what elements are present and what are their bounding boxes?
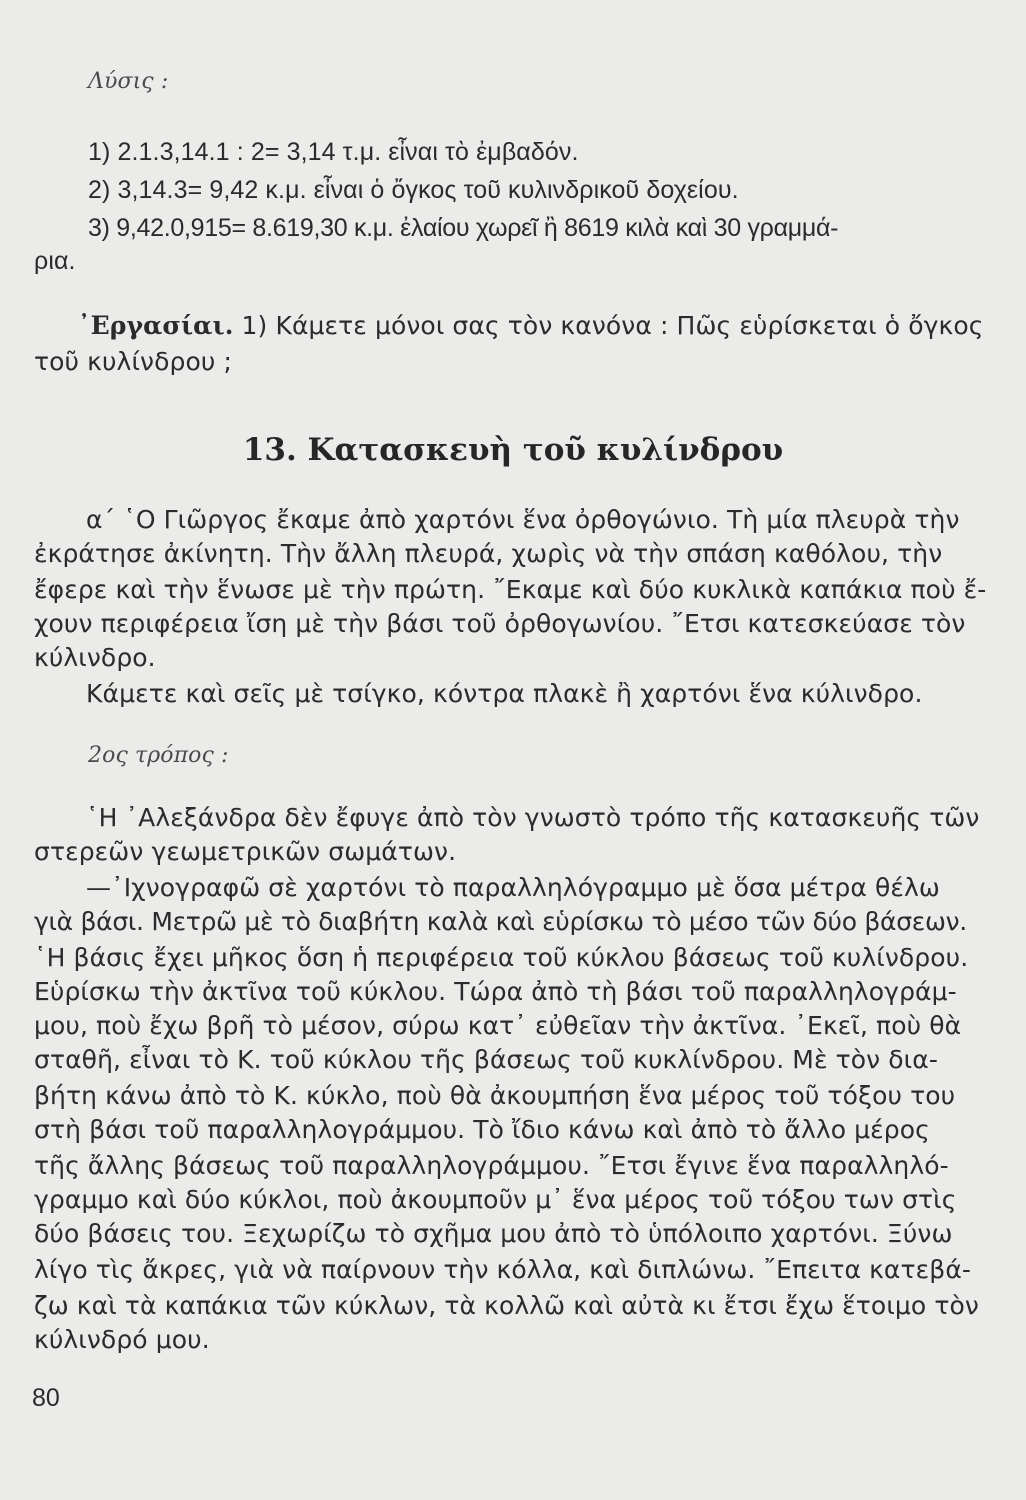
solution-line-3: 3) 9,42.0,915= 8.619,30 κ.μ. ἐλαίου χωρεῖ ἢ 8619 κιλὰ καὶ 30 γραμμά-	[88, 214, 839, 242]
exercises-text: 1) Κάμετε μόνοι σας τὸν κανόνα : Πῶς εὑρίσκεται ὁ ὄγκος	[233, 311, 984, 340]
method2-line-13: δύο βάσεις του. Ξεχωρίζω τὸ σχῆμα μου ἀπὸ τὸ ὑπόλοιπο χαρτόνι. Ξύνω	[34, 1219, 953, 1248]
method2-line-3: —᾿Ιχνογραφῶ σὲ χαρτόνι τὸ παραλληλόγραμμο μὲ ὅσα μέτρα θέλω	[86, 873, 940, 902]
method2-line-10: στὴ βάσι τοῦ παραλληλογράμμου. Τὸ ἴδιο κάνω καὶ ἀπὸ τὸ ἄλλο μέρος	[34, 1115, 930, 1144]
method2-line-8: σταθῆ, εἶναι τὸ Κ. τοῦ κύκλου τῆς βάσεως τοῦ κυκλίνδρου. Μὲ τὸν δια-	[34, 1045, 938, 1074]
method2-label: 2ος τρόπος :	[88, 743, 229, 768]
method2-line-5: ῾Η βάσις ἔχει μῆκος ὅση ἡ περιφέρεια τοῦ κύκλου βάσεως τοῦ κυλίνδρου.	[34, 943, 969, 972]
exercises-label: ᾿Εργασίαι.	[78, 311, 234, 340]
solution-line-4: ρια.	[34, 247, 76, 275]
para-a-line-2: ἐκράτησε ἀκίνητη. Τὴν ἄλλη πλευρά, χωρὶς νὰ τὴν σπάση καθόλου, τὴν	[34, 539, 943, 568]
para-a-line-3: ἔφερε καὶ τὴν ἕνωσε μὲ τὴν πρώτη. ῎Εκαμε καὶ δύο κυκλικὰ καπάκια ποὺ ἔ-	[34, 575, 987, 604]
para-a-line-1: α΄ ῾Ο Γιῶργος ἔκαμε ἀπὸ χαρτόνι ἕνα ὀρθογώνιο. Τὴ μία πλευρὰ τὴν	[86, 505, 960, 534]
method2-line-15: ζω καὶ τὰ καπάκια τῶν κύκλων, τὰ κολλῶ καὶ αὐτὰ κι ἔτσι ἔχω ἕτοιμο τὸν	[34, 1291, 979, 1320]
solution-line-2: 2) 3,14.3= 9,42 κ.μ. εἶναι ὁ ὄγκος τοῦ κυλινδρικοῦ δοχείου.	[88, 176, 739, 204]
method2-line-2: στερεῶν γεωμετρικῶν σωμάτων.	[34, 837, 457, 866]
solution-label: Λύσις :	[88, 69, 169, 94]
method2-line-6: Εὑρίσκω τὴν ἀκτῖνα τοῦ κύκλου. Τώρα ἀπὸ τὴ βάσι τοῦ παραλληλογράμ-	[34, 977, 957, 1006]
exercises-line-1	[78, 310, 983, 342]
para-b: Κάμετε καὶ σεῖς μὲ τσίγκο, κόντρα πλακὲ ἢ χαρτόνι ἕνα κύλινδρο.	[86, 679, 923, 708]
solution-line-1: 1) 2.1.3,14.1 : 2= 3,14 τ.μ. εἶναι τὸ ἐμβαδόν.	[88, 138, 579, 166]
exercises-line-2: τοῦ κυλίνδρου ;	[34, 347, 232, 376]
para-a-line-5: κύλινδρο.	[34, 643, 156, 672]
page-number: 80	[32, 1384, 60, 1412]
section-title: 13. Κατασκευὴ τοῦ κυλίνδρου	[242, 432, 784, 468]
method2-line-12: γραμμο καὶ δύο κύκλοι, ποὺ ἀκουμποῦν μ᾿ ἕνα μέρος τοῦ τόξου των στὶς	[34, 1185, 957, 1214]
para-a-line-4: χουν περιφέρεια ἴση μὲ τὴν βάσι τοῦ ὀρθογωνίου. ῎Ετσι κατεσκεύασε τὸν	[34, 609, 966, 638]
method2-line-7: μου, ποὺ ἔχω βρῆ τὸ μέσον, σύρω κατ᾿ εὐθεῖαν τὴν ἀκτῖνα. ᾿Εκεῖ, ποὺ θὰ	[34, 1011, 962, 1040]
method2-line-14: λίγο τὶς ἄκρες, γιὰ νὰ παίρνουν τὴν κόλλα, καὶ διπλώνω. ῎Επειτα κατεβά-	[34, 1255, 972, 1284]
method2-line-4: γιὰ βάσι. Μετρῶ μὲ τὸ διαβήτη καλὰ καὶ εὑρίσκω τὸ μέσο τῶν δύο βάσεων.	[34, 907, 967, 936]
method2-line-11: τῆς ἄλλης βάσεως τοῦ παραλληλογράμμου. ῎Ετσι ἔγινε ἕνα παραλληλό-	[34, 1151, 949, 1180]
method2-line-9: βήτη κάνω ἀπὸ τὸ Κ. κύκλο, ποὺ θὰ ἀκουμπήση ἕνα μέρος τοῦ τόξου του	[34, 1081, 956, 1110]
method2-line-1: ῾Η ᾿Αλεξάνδρα δὲν ἔφυγε ἀπὸ τὸν γνωστὸ τρόπο τῆς κατασκευῆς τῶν	[86, 803, 980, 832]
method2-line-16: κύλινδρό μου.	[34, 1325, 210, 1354]
